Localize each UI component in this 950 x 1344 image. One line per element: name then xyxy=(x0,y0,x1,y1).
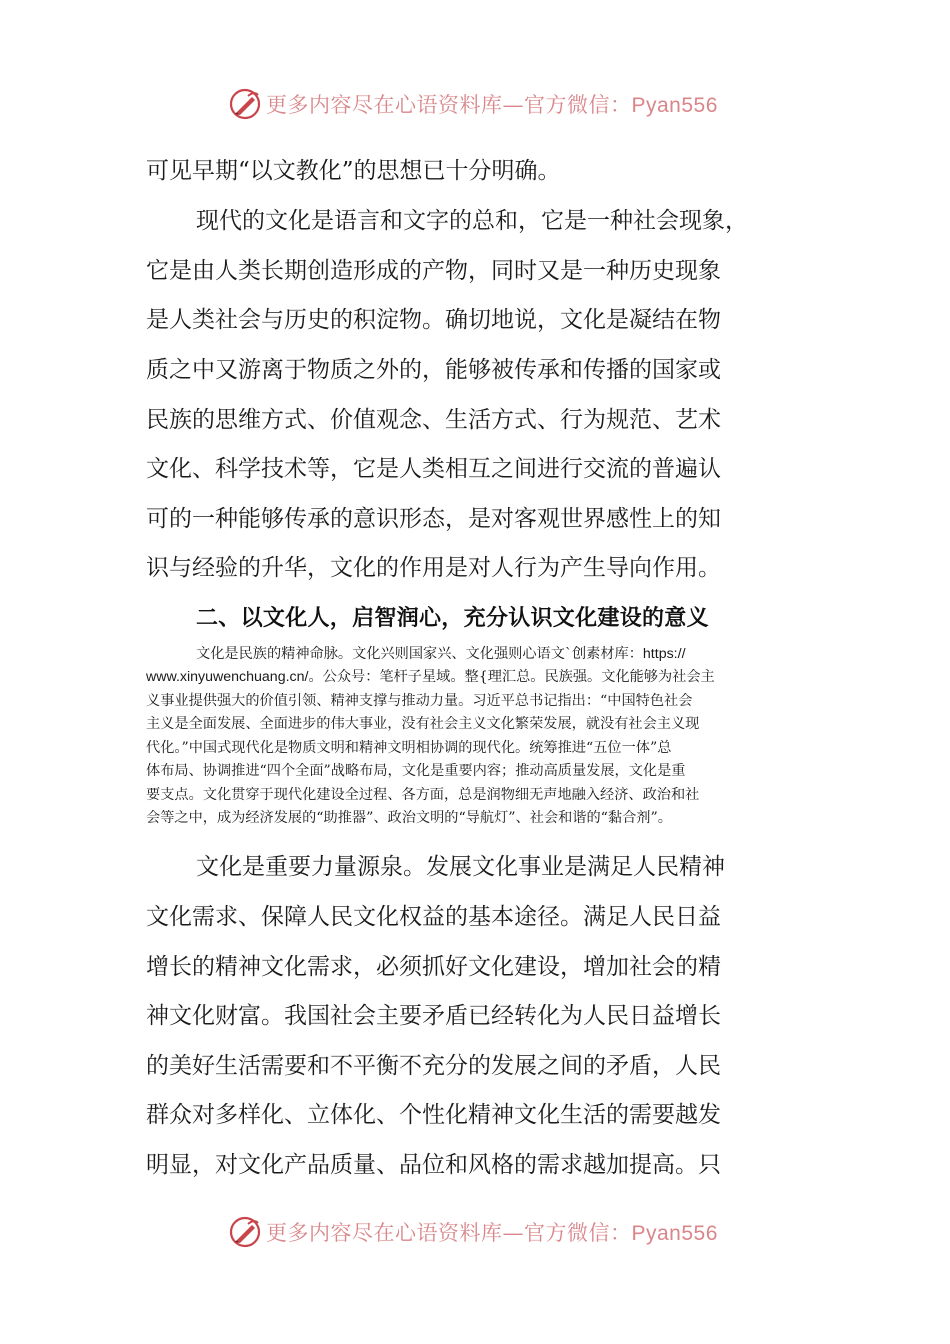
wechat-id: Pyan556 xyxy=(631,94,718,117)
banner-text: 更多内容尽在心语资料库—官方微信：Pyan556 xyxy=(266,93,718,117)
small-paragraph-line: 主义是全面发展、全面进步的伟大事业，没有社会主义文化繁荣发展，就没有社会主义现 xyxy=(146,716,700,732)
paragraph-line: 的美好生活需要和不平衡不充分的发展之间的矛盾，人民 xyxy=(146,1053,721,1079)
paragraph-line: 增长的精神文化需求，必须抓好文化建设，增加社会的精 xyxy=(146,954,721,980)
paragraph-line: 可见早期“以文教化”的思想已十分明确。 xyxy=(146,158,561,184)
wechat-id: Pyan556 xyxy=(631,1222,718,1245)
small-paragraph-line: 体布局、协调推进“四个全面”战略布局，文化是重要内容；推动高质量发展，文化是重 xyxy=(146,763,686,779)
paragraph-line: 民族的思维方式、价值观念、生活方式、行为规范、艺术 xyxy=(146,407,721,433)
small-paragraph-line: 要支点。文化贯穿于现代化建设全过程、各方面，总是润物细无声地融入经济、政治和社 xyxy=(146,787,700,803)
paragraph-line: 它是由人类长期创造形成的产物，同时又是一种历史现象 xyxy=(146,258,721,284)
paragraph-line: 文化是重要力量源泉。发展文化事业是满足人民精神 xyxy=(196,854,725,880)
small-paragraph-line: www.xinyuwenchuang.cn/。公众号：笔杆子星域。整{理汇总。民族强。文化能够为社会主 xyxy=(146,669,715,685)
small-paragraph-line: 文化是民族的精神命脉。文化兴则国家兴、文化强则心语文`创素材库：https:// xyxy=(196,646,686,662)
paragraph-line: 可的一种能够传承的意识形态，是对客观世界感性上的知 xyxy=(146,506,721,532)
paragraph-line: 现代的文化是语言和文字的总和，它是一种社会现象， xyxy=(196,208,748,234)
small-paragraph-line: 义事业提供强大的价值引领、精神支撑与推动力量。习近平总书记指出：“中国特色社会 xyxy=(146,693,693,709)
banner-text: 更多内容尽在心语资料库—官方微信：Pyan556 xyxy=(266,1221,718,1245)
pen-circle-logo-icon xyxy=(228,1215,262,1249)
section-heading: 二、以文化人，启智润心，充分认识文化建设的意义 xyxy=(196,606,709,631)
paragraph-line: 明显，对文化产品质量、品位和风格的需求越加提高。只 xyxy=(146,1152,721,1178)
paragraph-line: 群众对多样化、立体化、个性化精神文化生活的需要越发 xyxy=(146,1102,721,1128)
small-paragraph-line: 代化。”中国式现代化是物质文明和精神文明相协调的现代化。统筹推进“五位一体”总 xyxy=(146,740,672,756)
url-text: www.xinyuwenchuang.cn/ xyxy=(146,669,309,685)
paragraph-line: 神文化财富。我国社会主要矛盾已经转化为人民日益增长 xyxy=(146,1003,721,1029)
small-paragraph-line: 会等之中，成为经济发展的“助推器”、政治文明的“导航灯”、社会和谐的“黏合剂”。 xyxy=(146,810,672,826)
paragraph-line: 是人类社会与历史的积淀物。确切地说，文化是凝结在物 xyxy=(146,307,721,333)
pen-circle-logo-icon xyxy=(228,87,262,121)
url-text: https:// xyxy=(642,646,686,662)
paragraph-line: 文化需求、保障人民文化权益的基本途径。满足人民日益 xyxy=(146,904,721,930)
paragraph-line: 文化、科学技术等，它是人类相互之间进行交流的普遍认 xyxy=(146,456,721,482)
footer-banner xyxy=(0,1212,950,1252)
header-banner xyxy=(0,84,950,124)
paragraph-line: 质之中又游离于物质之外的，能够被传承和传播的国家或 xyxy=(146,357,721,383)
paragraph-line: 识与经验的升华，文化的作用是对人行为产生导向作用。 xyxy=(146,555,721,581)
